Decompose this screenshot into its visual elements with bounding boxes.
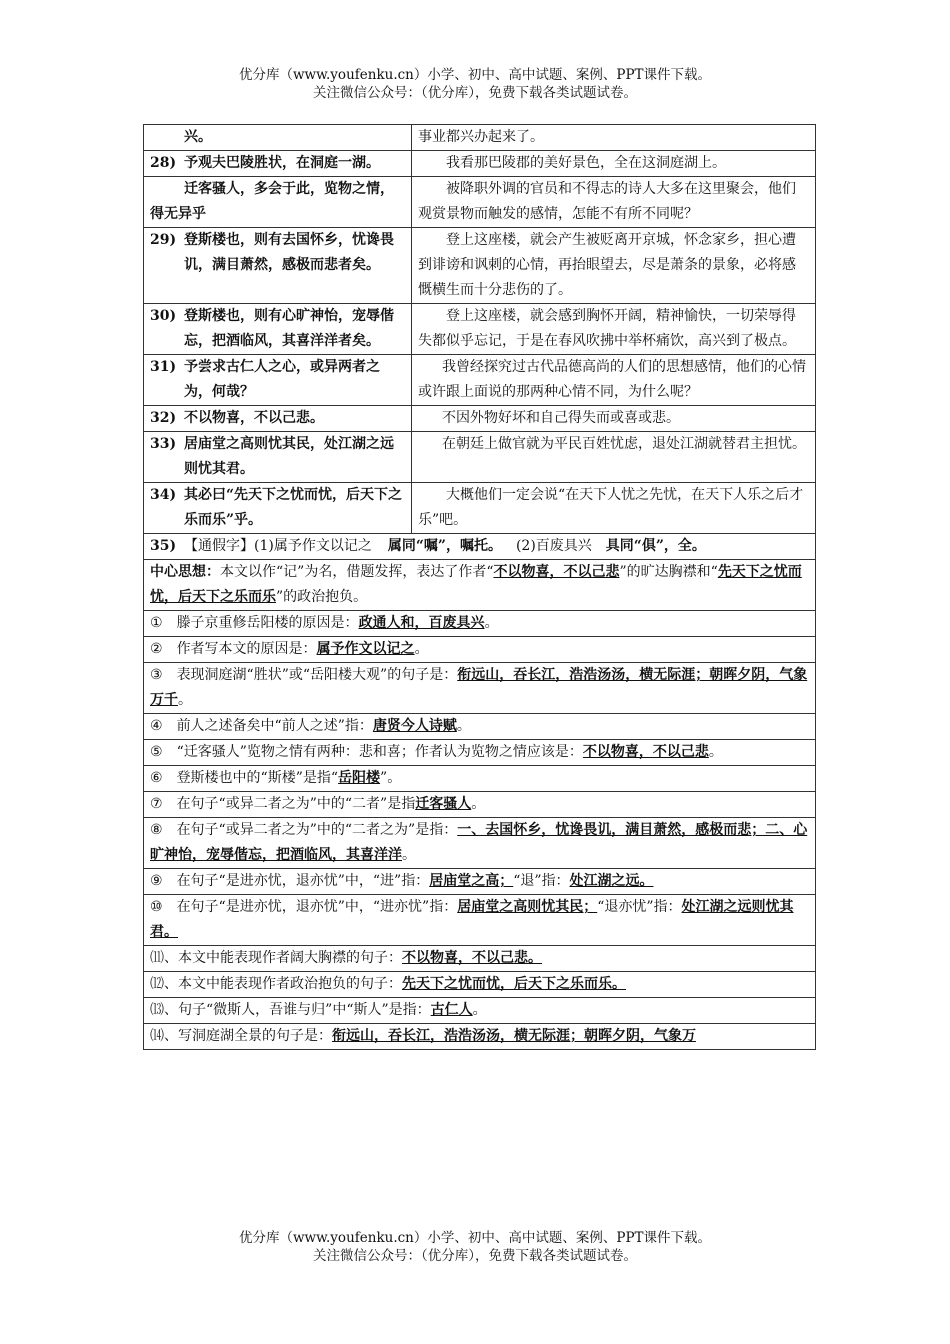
table-row (144, 637, 816, 663)
header-line-1: 优分库（www.youfenku.cn）小学、初中、高中试题、案例、PPT课件下载。 (238, 67, 712, 83)
answer-text: 处江湖之远。 (569, 873, 654, 889)
page-header (0, 66, 950, 102)
tongjiazi-note-1: 属同“嘱”，嘱托。 (387, 538, 502, 554)
original-text: 予观夫巴陵胜状，在洞庭一湖。 (184, 155, 380, 171)
original-text: 不以物喜，不以己悲。 (184, 410, 324, 426)
question-number: ② (150, 641, 163, 657)
answer-text: 衔远山，吞长江，浩浩汤汤，横无际涯；朝晖夕阴，气象万千 (150, 667, 808, 708)
sentence-number: 31) (150, 359, 177, 375)
tongjiazi-cell (144, 534, 816, 560)
question-number: ④ (150, 718, 163, 734)
table-row (144, 766, 816, 792)
question-end: 。 (414, 641, 429, 657)
page-footer (0, 1229, 950, 1265)
original-text-cell (144, 406, 412, 432)
question-text: “退亦忧”指： (597, 899, 682, 915)
table-row (144, 151, 816, 177)
original-text: 居庙堂之高则忧其民，处江湖之远则忧其君。 (184, 436, 394, 477)
table-row (144, 946, 816, 972)
question-end: 。 (471, 796, 486, 812)
sentence-number: 35) (150, 538, 177, 554)
question-number: ⒁、 (150, 1028, 178, 1044)
table-row (144, 972, 816, 998)
translation-cell: 登上这座楼，就会感到胸怀开阔，精神愉快，一切荣辱得失都似乎忘记，于是在春风吹拂中举杯痛饮，高兴到了极点。 (412, 304, 816, 355)
question-end: 。 (484, 615, 499, 631)
original-text-cell (144, 151, 412, 177)
original-text-cell (144, 304, 412, 355)
translation-cell: 大概他们一定会说“在天下人忧之先忧，在天下人乐之后才乐”吧。 (412, 483, 816, 534)
question-number: ⒀、 (150, 1002, 178, 1018)
question-text: 在句子“是进亦忧，退亦忧”中，“进亦忧”指： (176, 899, 458, 915)
original-text-cell (144, 228, 412, 304)
question-cell (144, 1024, 816, 1050)
translation-cell: 不因外物好坏和自己得失而或喜或悲。 (412, 406, 816, 432)
question-cell (144, 792, 816, 818)
central-idea-text: ”的旷达胸襟和“ (619, 564, 718, 580)
question-cell (144, 869, 816, 895)
answer-text: 处江湖之远则忧其君。 (150, 899, 794, 940)
original-text: 兴。 (184, 129, 212, 145)
original-text-wrap (150, 483, 405, 533)
question-cell (144, 998, 816, 1024)
translation-cell: 我看那巴陵郡的美好景色，全在这洞庭湖上。 (412, 151, 816, 177)
translation-cell: 被降职外调的官员和不得志的诗人大多在这里聚会，他们观赏景物而触发的感情，怎能不有所不同呢？ (412, 177, 816, 228)
question-end: 。 (402, 847, 416, 863)
original-text-wrap (150, 406, 405, 431)
tongjiazi-item-2: (2)百废具兴 (515, 538, 592, 554)
question-text: 本文中能表现作者政治抱负的句子： (178, 976, 402, 992)
question-end: 。 (456, 718, 471, 734)
original-text-wrap (150, 432, 405, 482)
question-cell (144, 946, 816, 972)
table-row (144, 228, 816, 304)
answer-text: 属予作文以记之 (316, 641, 415, 657)
table-row (144, 792, 816, 818)
tongjiazi-text (184, 534, 809, 559)
original-text-cell (144, 125, 412, 151)
answer-text: 衔远山，吞长江，浩浩汤汤，横无际涯；朝晖夕阴，气象万 (332, 1028, 696, 1044)
question-text: 作者写本文的原因是： (176, 641, 317, 657)
question-number: ⑦ (150, 796, 163, 812)
table-row (144, 998, 816, 1024)
answer-text: 居庙堂之高； (429, 873, 514, 889)
question-text: “退”指： (513, 873, 570, 889)
original-text-cell (144, 355, 412, 406)
answer-text: 唐贤今人诗赋 (372, 718, 457, 734)
original-text: 予尝求古仁人之心，或异两者之为，何哉？ (184, 359, 380, 400)
question-cell (144, 895, 816, 946)
table-row (144, 611, 816, 637)
translation-cell: 我曾经探究过古代品德高尚的人们的思想感情，他们的心情或许跟上面说的那两种心情不同，为什么呢？ (412, 355, 816, 406)
original-text: 登斯楼也，则有去国怀乡，忧谗畏讥，满目萧然，感极而悲者矣。 (184, 232, 394, 273)
answer-text: 不以物喜，不以己悲 (582, 744, 709, 760)
question-number: ⑨ (150, 873, 163, 889)
question-number: ⑧ (150, 822, 163, 838)
central-idea-text: 本文以作“记”为名，借题发挥，表达了作者“ (220, 564, 494, 580)
question-text: 在句子“或异二者之为”中的“二者”是指 (176, 796, 416, 812)
original-text-wrap (150, 177, 405, 227)
question-cell (144, 663, 816, 714)
answer-text: 政通人和，百废具兴 (358, 615, 485, 631)
question-text: 滕子京重修岳阳楼的原因是： (176, 615, 359, 631)
question-text: 本文中能表现作者阔大胸襟的句子： (178, 950, 402, 966)
question-text: 句子“微斯人，吾谁与归”中“斯人”是指： (178, 1002, 431, 1018)
question-end: 。 (178, 692, 192, 708)
question-text: 登斯楼也中的“斯楼”是指“ (176, 770, 339, 786)
table-row (144, 1024, 816, 1050)
question-number: ③ (150, 667, 163, 683)
table-row (144, 355, 816, 406)
original-text-wrap (150, 228, 405, 278)
question-cell (144, 637, 816, 663)
question-text: 写洞庭湖全景的句子是： (178, 1028, 332, 1044)
table-row (144, 895, 816, 946)
question-cell (144, 611, 816, 637)
question-end: ”。 (380, 770, 402, 786)
header-line-2: 关注微信公众号：（优分库），免费下载各类试题试卷。 (313, 85, 637, 101)
question-text: 表现洞庭湖“胜状”或“岳阳楼大观”的句子是： (176, 667, 458, 683)
table-row (144, 869, 816, 895)
translation-cell: 在朝廷上做官就为平民百姓忧虑，退处江湖就替君主担忧。 (412, 432, 816, 483)
table-row (144, 432, 816, 483)
question-end: 。 (708, 744, 723, 760)
answer-text: 迁客骚人 (415, 796, 472, 812)
central-idea-cell (144, 560, 816, 611)
question-cell (144, 766, 816, 792)
sentence-number: 30) (150, 308, 177, 324)
question-text: “迁客骚人”览物之情有两种：悲和喜；作者认为览物之情应该是： (176, 744, 583, 760)
tongjiazi-label: 【通假字】 (184, 538, 254, 554)
table-row (144, 125, 816, 151)
original-text-wrap (150, 125, 405, 150)
translation-cell: 登上这座楼，就会产生被贬离开京城，怀念家乡，担心遭到诽谤和讽刺的心情，再抬眼望去，尽是萧条的景象，必将感慨横生而十分悲伤的了。 (412, 228, 816, 304)
table-row (144, 534, 816, 560)
sentence-number (150, 125, 184, 150)
central-idea-answer: 不以物喜，不以己悲 (493, 564, 620, 580)
question-cell (144, 740, 816, 766)
question-number: ⑤ (150, 744, 163, 760)
sentence-number: 29) (150, 232, 177, 248)
table-row (144, 818, 816, 869)
central-idea-label: 中心思想： (150, 564, 220, 580)
table-row (144, 483, 816, 534)
question-cell (144, 714, 816, 740)
question-number: ⑿、 (150, 976, 178, 992)
original-text-wrap (150, 151, 405, 176)
original-text-cell (144, 432, 412, 483)
original-text-cell (144, 483, 412, 534)
tongjiazi-item-1: (1)属予作文以记之 (254, 538, 372, 554)
sentence-number: 32) (150, 410, 177, 426)
answer-text: 先天下之忧而忧，后天下之乐而乐。 (402, 976, 626, 992)
central-idea-text: ”的政治抱负。 (276, 589, 368, 605)
question-text: 在句子“或异二者之为”中的“二者之为”是指： (176, 822, 458, 838)
original-text: 其必曰“先天下之忧而忧，后天下之乐而乐”乎。 (184, 487, 403, 528)
table-row (144, 406, 816, 432)
footer-line-2: 关注微信公众号：（优分库），免费下载各类试题试卷。 (313, 1248, 637, 1264)
question-text: 前人之述备矣中“前人之述”指： (176, 718, 373, 734)
original-text-wrap (150, 304, 405, 354)
sentence-number: 34) (150, 487, 177, 503)
question-cell (144, 818, 816, 869)
question-number: ⑩ (150, 899, 163, 915)
question-number: ⑥ (150, 770, 163, 786)
original-text: 迁客骚人，多会于此，览物之情，得无异乎 (150, 181, 394, 222)
table-body (144, 125, 816, 1050)
question-number: ⑾、 (150, 950, 178, 966)
footer-line-1: 优分库（www.youfenku.cn）小学、初中、高中试题、案例、PPT课件下载。 (238, 1230, 712, 1246)
sentence-number: 33) (150, 436, 177, 452)
answer-text: 古仁人 (430, 1002, 473, 1018)
sentence-number: 28) (150, 155, 177, 171)
original-text-wrap (150, 355, 405, 405)
question-cell (144, 972, 816, 998)
translation-cell: 事业都兴办起来了。 (412, 125, 816, 151)
question-number: ① (150, 615, 163, 631)
table-row (144, 663, 816, 714)
answer-text: 居庙堂之高则忧其民； (457, 899, 598, 915)
table-row (144, 714, 816, 740)
table-row (144, 177, 816, 228)
original-text-cell (144, 177, 412, 228)
answer-text: 一、去国怀乡，忧谗畏讥，满目萧然，感极而悲；二、心旷神怡，宠辱偕忘，把酒临风，其喜洋洋 (150, 822, 808, 863)
original-text: 登斯楼也，则有心旷神怡，宠辱偕忘，把酒临风，其喜洋洋者矣。 (184, 308, 394, 349)
table-row (144, 560, 816, 611)
answer-text: 不以物喜，不以己悲。 (402, 950, 542, 966)
tongjiazi-wrap (150, 534, 809, 559)
translation-table (143, 124, 816, 1050)
question-text: 在句子“是进亦忧，退亦忧”中，“进”指： (176, 873, 430, 889)
table-row (144, 304, 816, 355)
table-row (144, 740, 816, 766)
answer-text: 岳阳楼 (338, 770, 381, 786)
question-end: 。 (472, 1002, 487, 1018)
central-idea-answer: 先天下之忧而忧，后天下之乐而乐 (150, 564, 802, 605)
tongjiazi-note-2: 具同“俱”，全。 (605, 538, 706, 554)
